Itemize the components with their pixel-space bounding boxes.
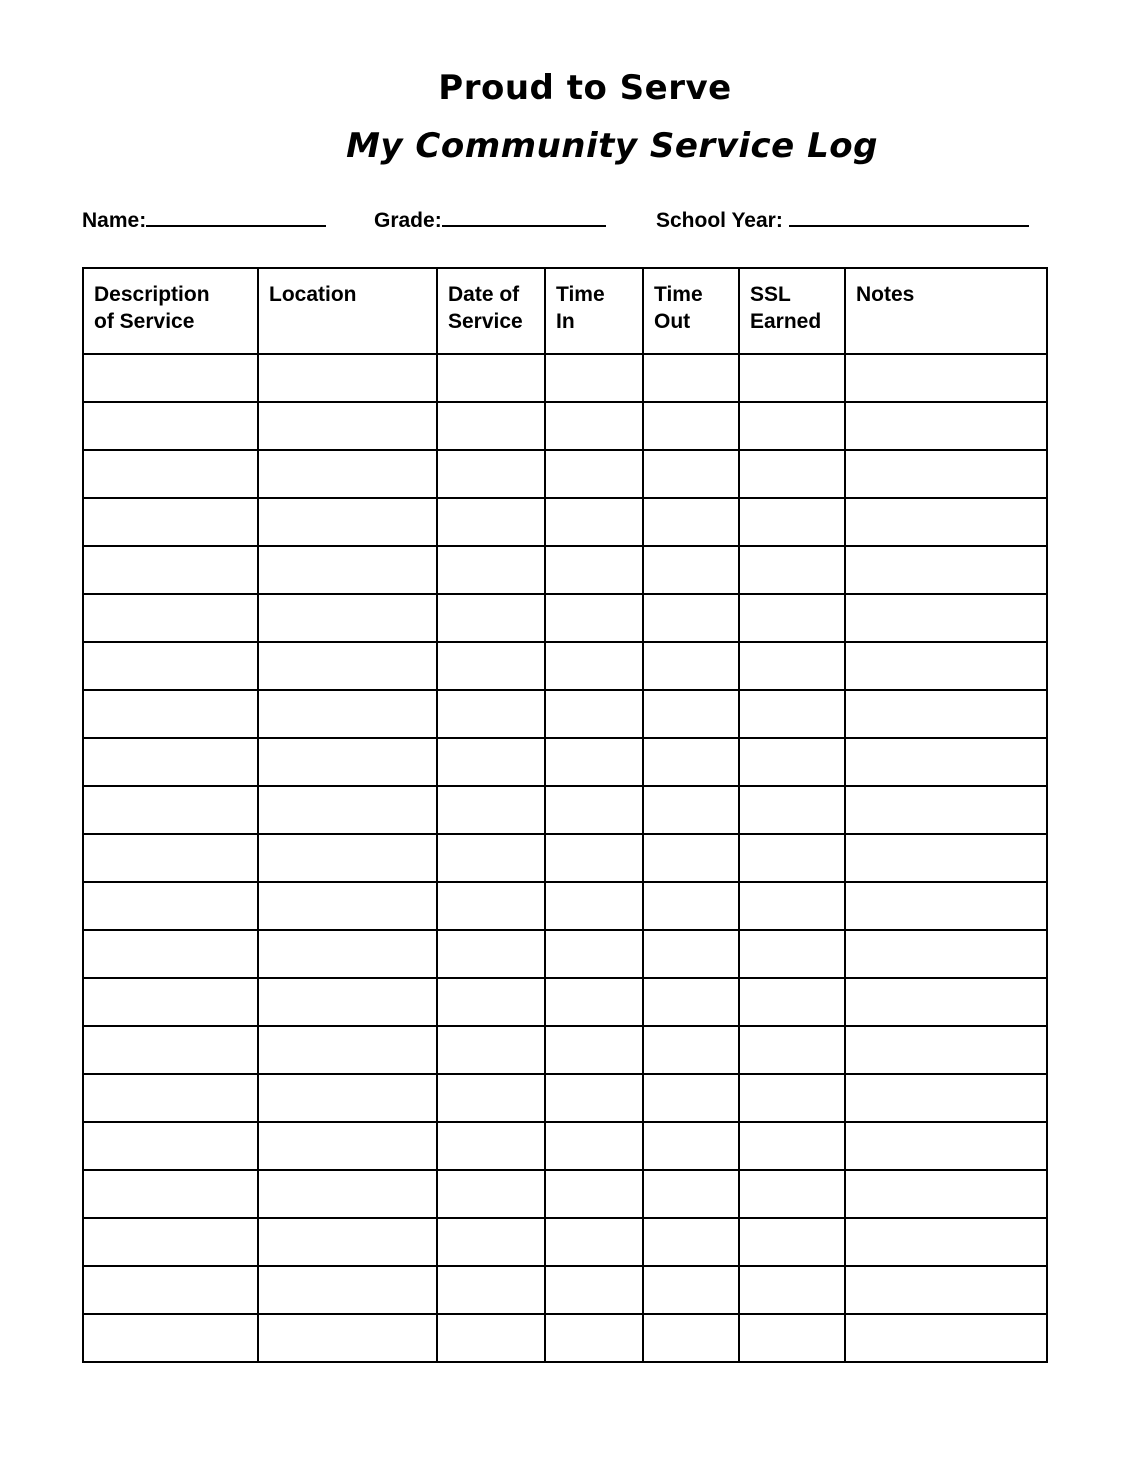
cell-time-out[interactable] [643, 1314, 739, 1362]
cell-notes[interactable] [845, 546, 1047, 594]
cell-location[interactable] [258, 1074, 437, 1122]
cell-time-out[interactable] [643, 882, 739, 930]
cell-date[interactable] [437, 1218, 545, 1266]
cell-date[interactable] [437, 786, 545, 834]
table-row [83, 690, 1047, 738]
page-title: Proud to Serve [438, 68, 732, 108]
cell-time-out[interactable] [643, 498, 739, 546]
grade-blank-line[interactable] [442, 205, 606, 227]
cell-time-in[interactable] [545, 930, 643, 978]
cell-location[interactable] [258, 450, 437, 498]
cell-location[interactable] [258, 786, 437, 834]
cell-location[interactable] [258, 1122, 437, 1170]
cell-location[interactable] [258, 930, 437, 978]
cell-description[interactable] [83, 738, 258, 786]
cell-ssl-earned[interactable] [739, 930, 845, 978]
cell-time-out[interactable] [643, 1218, 739, 1266]
column-header-location: Location [258, 268, 437, 354]
cell-date[interactable] [437, 546, 545, 594]
table-row [83, 1074, 1047, 1122]
cell-time-in[interactable] [545, 402, 643, 450]
cell-ssl-earned[interactable] [739, 1266, 845, 1314]
cell-location[interactable] [258, 882, 437, 930]
cell-time-out[interactable] [643, 354, 739, 402]
cell-time-out[interactable] [643, 1170, 739, 1218]
cell-time-out[interactable] [643, 690, 739, 738]
cell-ssl-earned[interactable] [739, 546, 845, 594]
school-year-field [656, 205, 1029, 233]
table-row [83, 594, 1047, 642]
cell-location[interactable] [258, 1266, 437, 1314]
column-header-time-in: Time In [545, 268, 643, 354]
cell-date[interactable] [437, 594, 545, 642]
cell-date[interactable] [437, 498, 545, 546]
cell-time-in[interactable] [545, 882, 643, 930]
cell-date[interactable] [437, 450, 545, 498]
cell-ssl-earned[interactable] [739, 834, 845, 882]
cell-ssl-earned[interactable] [739, 498, 845, 546]
cell-notes[interactable] [845, 354, 1047, 402]
cell-description[interactable] [83, 642, 258, 690]
cell-notes[interactable] [845, 402, 1047, 450]
cell-description[interactable] [83, 1218, 258, 1266]
table-row [83, 930, 1047, 978]
table-row [83, 1170, 1047, 1218]
table-body [83, 354, 1047, 1362]
cell-location[interactable] [258, 546, 437, 594]
name-label: Name: [82, 209, 147, 232]
cell-date[interactable] [437, 834, 545, 882]
cell-time-in[interactable] [545, 1026, 643, 1074]
cell-ssl-earned[interactable] [739, 690, 845, 738]
cell-ssl-earned[interactable] [739, 738, 845, 786]
cell-date[interactable] [437, 738, 545, 786]
cell-time-in[interactable] [545, 1314, 643, 1362]
cell-location[interactable] [258, 354, 437, 402]
cell-notes[interactable] [845, 882, 1047, 930]
cell-time-out[interactable] [643, 402, 739, 450]
cell-description[interactable] [83, 690, 258, 738]
cell-notes[interactable] [845, 1074, 1047, 1122]
service-log-table [82, 267, 1048, 1363]
cell-ssl-earned[interactable] [739, 1218, 845, 1266]
cell-date[interactable] [437, 1170, 545, 1218]
cell-notes[interactable] [845, 978, 1047, 1026]
cell-ssl-earned[interactable] [739, 1314, 845, 1362]
cell-notes[interactable] [845, 450, 1047, 498]
cell-ssl-earned[interactable] [739, 882, 845, 930]
table-row [83, 354, 1047, 402]
cell-time-in[interactable] [545, 1122, 643, 1170]
cell-time-out[interactable] [643, 546, 739, 594]
table-row [83, 1314, 1047, 1362]
table-row [83, 1122, 1047, 1170]
cell-time-out[interactable] [643, 834, 739, 882]
cell-ssl-earned[interactable] [739, 1122, 845, 1170]
cell-description[interactable] [83, 1122, 258, 1170]
column-header-date: Date of Service [437, 268, 545, 354]
cell-notes[interactable] [845, 1218, 1047, 1266]
cell-ssl-earned[interactable] [739, 978, 845, 1026]
cell-time-out[interactable] [643, 1026, 739, 1074]
cell-date[interactable] [437, 1026, 545, 1074]
grade-field [374, 205, 606, 233]
cell-description[interactable] [83, 1074, 258, 1122]
table-header-row [83, 268, 1047, 354]
cell-time-in[interactable] [545, 450, 643, 498]
column-header-time-out: Time Out [643, 268, 739, 354]
cell-notes[interactable] [845, 1170, 1047, 1218]
cell-ssl-earned[interactable] [739, 450, 845, 498]
cell-date[interactable] [437, 1314, 545, 1362]
cell-ssl-earned[interactable] [739, 642, 845, 690]
page-subtitle: My Community Service Log [346, 126, 878, 166]
cell-description[interactable] [83, 498, 258, 546]
cell-time-in[interactable] [545, 738, 643, 786]
cell-notes[interactable] [845, 498, 1047, 546]
cell-date[interactable] [437, 978, 545, 1026]
school-year-blank-line[interactable] [789, 205, 1029, 227]
cell-location[interactable] [258, 834, 437, 882]
cell-time-in[interactable] [545, 1170, 643, 1218]
cell-ssl-earned[interactable] [739, 1026, 845, 1074]
name-blank-line[interactable] [146, 205, 326, 227]
cell-location[interactable] [258, 978, 437, 1026]
cell-description[interactable] [83, 1314, 258, 1362]
cell-location[interactable] [258, 594, 437, 642]
cell-time-in[interactable] [545, 1218, 643, 1266]
cell-ssl-earned[interactable] [739, 354, 845, 402]
cell-location[interactable] [258, 1218, 437, 1266]
cell-time-out[interactable] [643, 786, 739, 834]
cell-description[interactable] [83, 930, 258, 978]
cell-time-in[interactable] [545, 1266, 643, 1314]
cell-notes[interactable] [845, 930, 1047, 978]
cell-date[interactable] [437, 930, 545, 978]
cell-description[interactable] [83, 594, 258, 642]
cell-time-out[interactable] [643, 1122, 739, 1170]
cell-description[interactable] [83, 402, 258, 450]
table-row [83, 642, 1047, 690]
table-row [83, 786, 1047, 834]
cell-date[interactable] [437, 1074, 545, 1122]
table-row [83, 450, 1047, 498]
cell-description[interactable] [83, 1026, 258, 1074]
cell-location[interactable] [258, 1170, 437, 1218]
cell-description[interactable] [83, 450, 258, 498]
cell-ssl-earned[interactable] [739, 786, 845, 834]
cell-location[interactable] [258, 690, 437, 738]
name-field [82, 205, 326, 233]
cell-date[interactable] [437, 402, 545, 450]
cell-time-in[interactable] [545, 834, 643, 882]
cell-date[interactable] [437, 642, 545, 690]
cell-location[interactable] [258, 642, 437, 690]
cell-ssl-earned[interactable] [739, 1170, 845, 1218]
cell-time-in[interactable] [545, 354, 643, 402]
cell-time-in[interactable] [545, 786, 643, 834]
cell-notes[interactable] [845, 1026, 1047, 1074]
table-row [83, 1218, 1047, 1266]
cell-description[interactable] [83, 1266, 258, 1314]
cell-notes[interactable] [845, 786, 1047, 834]
cell-location[interactable] [258, 1026, 437, 1074]
cell-description[interactable] [83, 834, 258, 882]
column-header-ssl-earned: SSL Earned [739, 268, 845, 354]
school-year-label: School Year: [656, 209, 783, 232]
cell-notes[interactable] [845, 642, 1047, 690]
cell-notes[interactable] [845, 690, 1047, 738]
cell-time-out[interactable] [643, 738, 739, 786]
table-row [83, 738, 1047, 786]
cell-time-out[interactable] [643, 642, 739, 690]
cell-time-out[interactable] [643, 594, 739, 642]
cell-description[interactable] [83, 786, 258, 834]
cell-time-out[interactable] [643, 450, 739, 498]
cell-time-out[interactable] [643, 978, 739, 1026]
cell-notes[interactable] [845, 834, 1047, 882]
table-row [83, 1266, 1047, 1314]
cell-location[interactable] [258, 402, 437, 450]
cell-description[interactable] [83, 978, 258, 1026]
table-row [83, 402, 1047, 450]
cell-ssl-earned[interactable] [739, 402, 845, 450]
cell-date[interactable] [437, 690, 545, 738]
cell-time-out[interactable] [643, 930, 739, 978]
cell-time-in[interactable] [545, 1074, 643, 1122]
cell-location[interactable] [258, 1314, 437, 1362]
cell-time-in[interactable] [545, 498, 643, 546]
cell-date[interactable] [437, 1122, 545, 1170]
cell-notes[interactable] [845, 1122, 1047, 1170]
cell-notes[interactable] [845, 1314, 1047, 1362]
cell-ssl-earned[interactable] [739, 1074, 845, 1122]
cell-ssl-earned[interactable] [739, 594, 845, 642]
table-row [83, 834, 1047, 882]
table-row [83, 1026, 1047, 1074]
cell-notes[interactable] [845, 738, 1047, 786]
cell-time-out[interactable] [643, 1266, 739, 1314]
column-header-notes: Notes [845, 268, 1047, 354]
cell-date[interactable] [437, 354, 545, 402]
cell-description[interactable] [83, 1170, 258, 1218]
table-row [83, 978, 1047, 1026]
cell-notes[interactable] [845, 594, 1047, 642]
table-row [83, 882, 1047, 930]
cell-notes[interactable] [845, 1266, 1047, 1314]
cell-description[interactable] [83, 546, 258, 594]
cell-date[interactable] [437, 1266, 545, 1314]
cell-description[interactable] [83, 354, 258, 402]
cell-time-out[interactable] [643, 1074, 739, 1122]
table-row [83, 546, 1047, 594]
grade-label: Grade: [374, 209, 442, 232]
cell-date[interactable] [437, 882, 545, 930]
table-row [83, 498, 1047, 546]
cell-location[interactable] [258, 498, 437, 546]
column-header-description: Description of Service [83, 268, 258, 354]
cell-description[interactable] [83, 882, 258, 930]
cell-time-in[interactable] [545, 978, 643, 1026]
cell-time-in[interactable] [545, 594, 643, 642]
cell-time-in[interactable] [545, 546, 643, 594]
cell-time-in[interactable] [545, 690, 643, 738]
cell-time-in[interactable] [545, 642, 643, 690]
cell-location[interactable] [258, 738, 437, 786]
